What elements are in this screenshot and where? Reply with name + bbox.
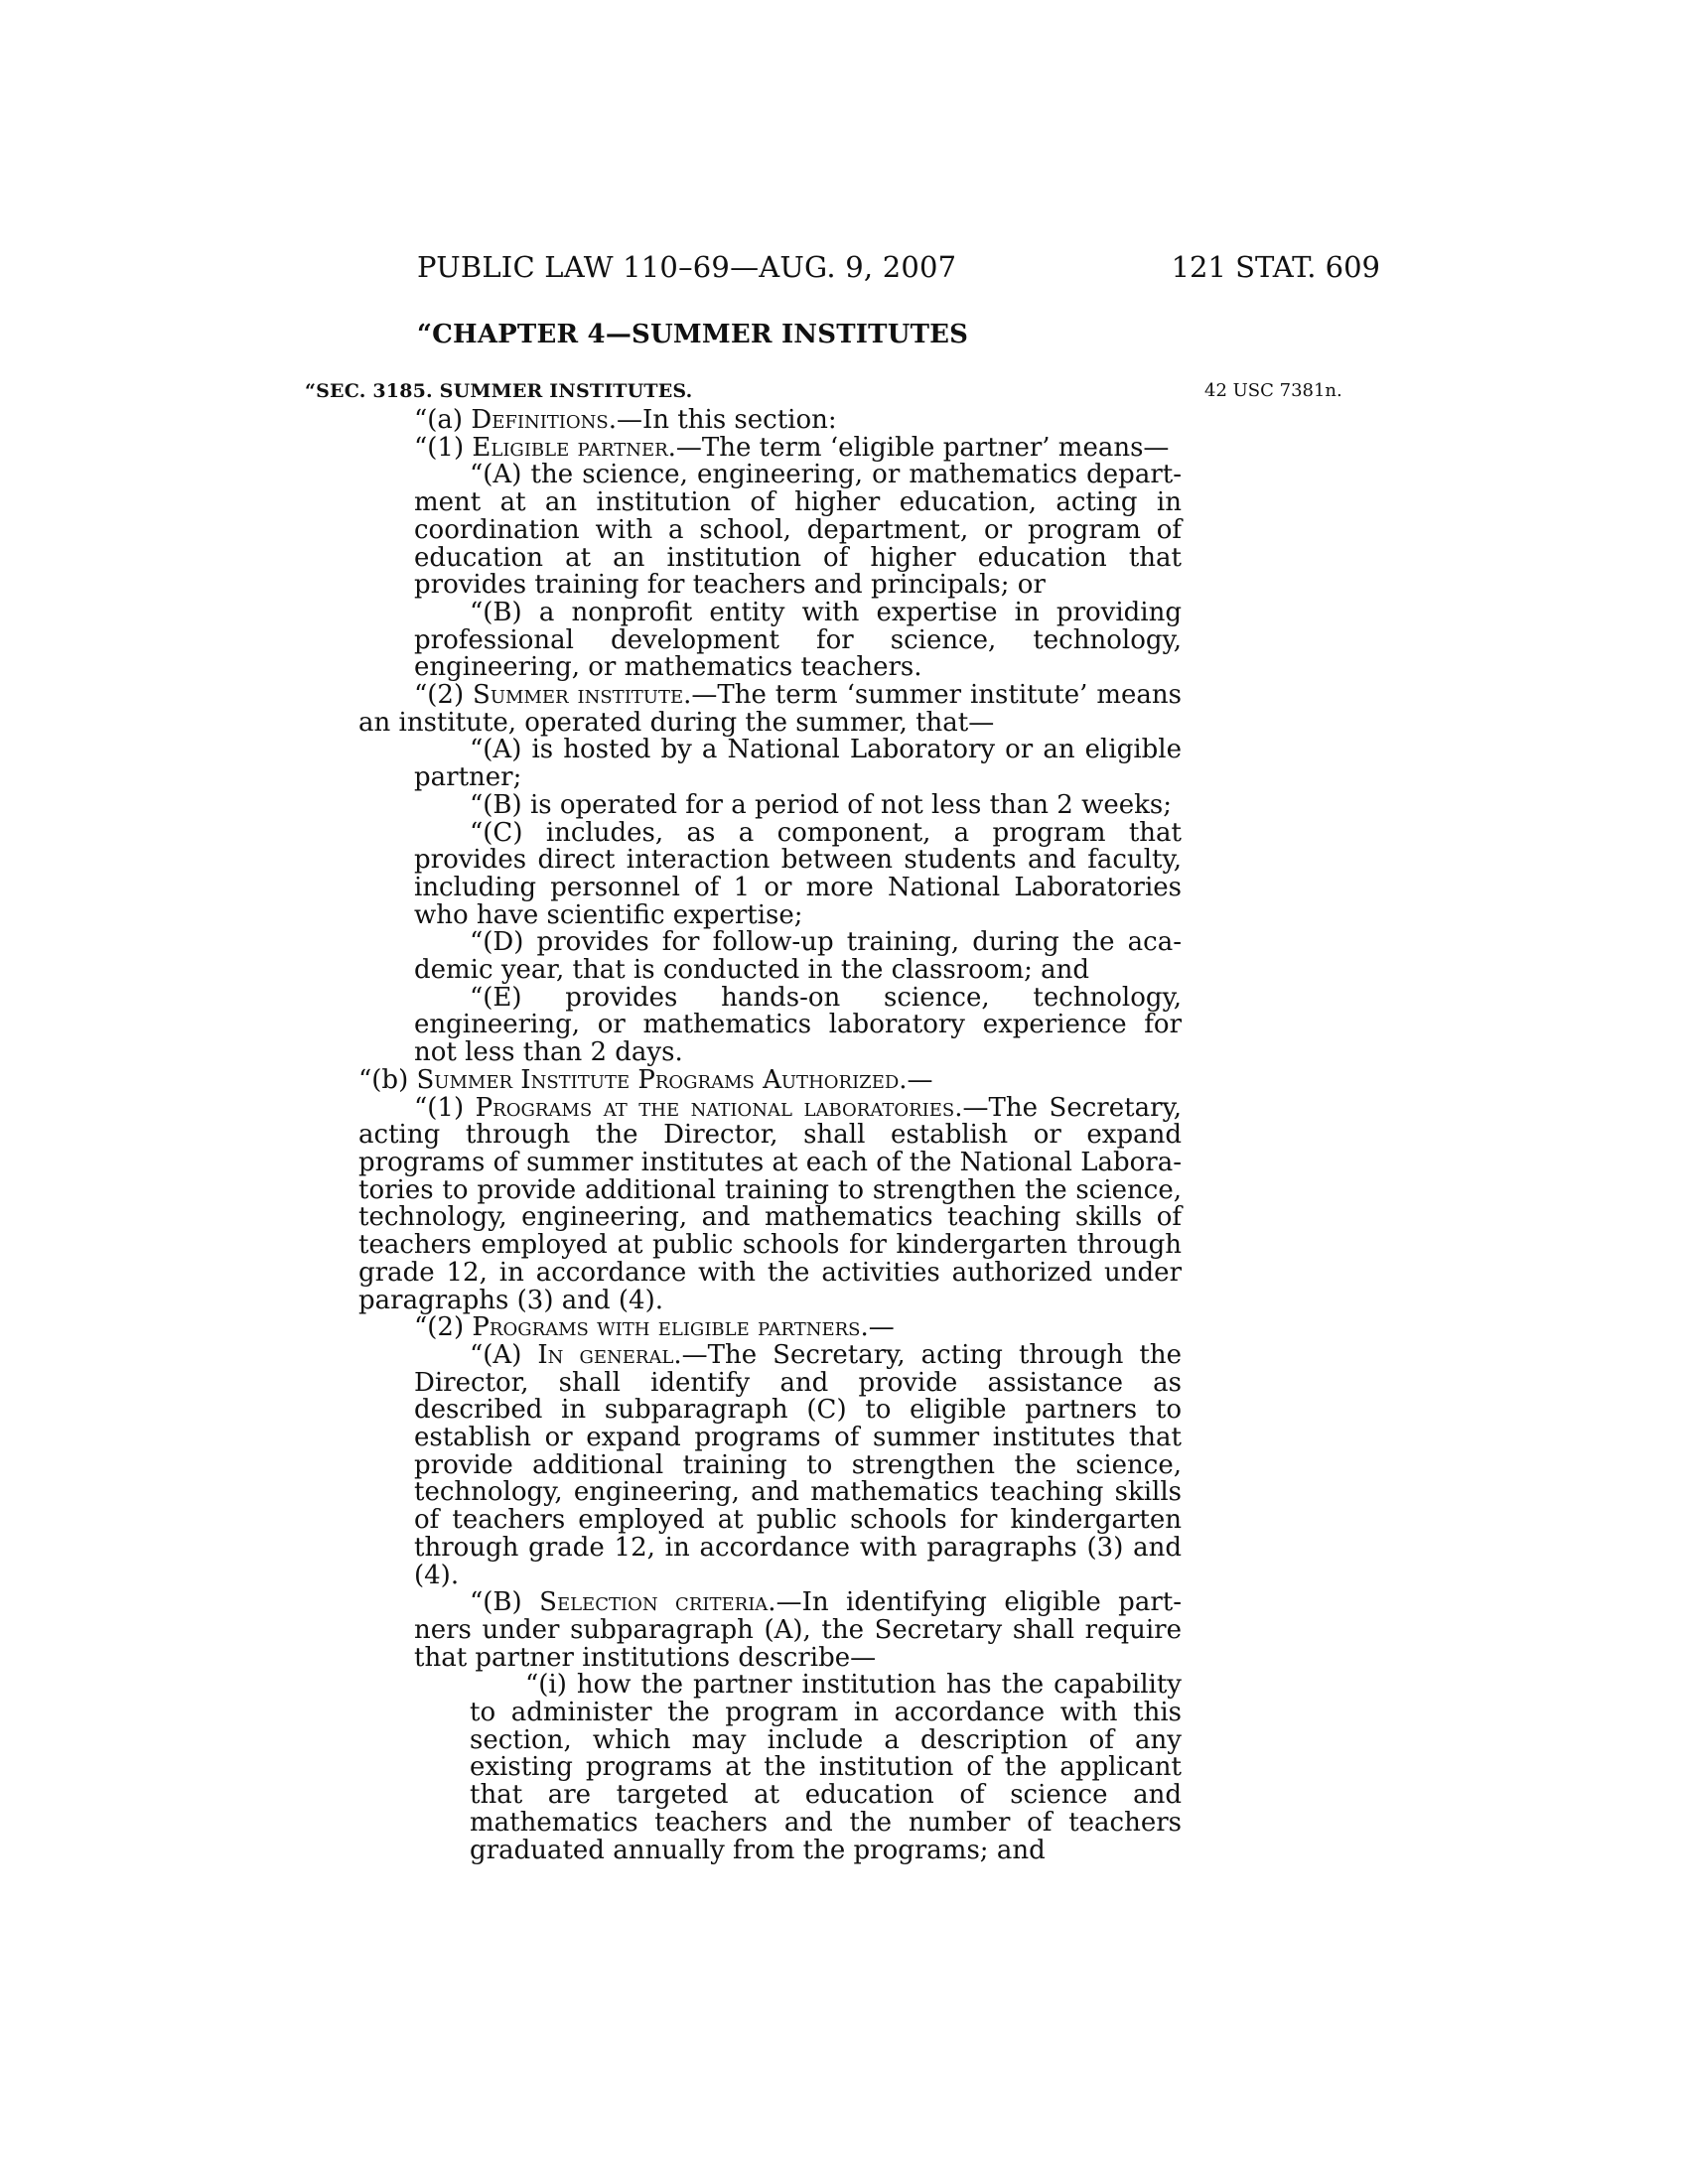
subparagraph-a-hosted: “(A) is hosted by a National Laboratory or an eligible partner; (414, 735, 1182, 793)
subparagraph-b-nonprofit-entity: “(B) a nonprofit entity with expertise in providing professional development for science, technology, engineering, or mathematics teachers. (414, 597, 1182, 683)
subparagraph-d-follow-up: “(D) provides for follow-up training, during the academic year, that is conducted in the classroom; and (414, 927, 1182, 986)
paragraph-b-programs-authorized: “(b) Summer Institute Programs Authorized.— (358, 1064, 933, 1095)
statute-body (358, 407, 1182, 1864)
section-heading: “SEC. 3185. SUMMER INSTITUTES. (305, 380, 693, 402)
subparagraph-b-selection-criteria: “(B) Selection criteria.—In identifying eligible partners under subparagraph (A), the Secretary shall require that partner institutions describe— (414, 1587, 1182, 1673)
paragraph-1-national-laboratories: “(1) Programs at the national laboratories.—The Secretary, acting through the Director, shall establish or expand programs of summer institutes at each of the National Laboratories to provide additional training to strengthen the science, technology, engineering, and mathematics teaching skills of teachers employed at public schools for kindergarten through grade 12, in accordance with the activities authorized under paragraphs (3) and (4). (358, 1092, 1182, 1315)
statute-citation: 121 STAT. 609 (1171, 250, 1380, 284)
clause-i-capability: “(i) how the partner institution has the capability to administer the program in accordance with this section, which may include a description of any existing programs at the institution of the applicant that are targeted at education of science and mathematics teachers and the number of teachers graduated annually from the programs; and (470, 1670, 1182, 1865)
subparagraph-e-hands-on: “(E) provides hands-on science, technology, engineering, or mathematics laboratory experience for not less than 2 days. (414, 982, 1182, 1068)
page-header (417, 250, 1380, 290)
subparagraph-b-operated: “(B) is operated for a period of not less than 2 weeks; (470, 789, 1173, 820)
subparagraph-a-in-general: “(A) In general.—The Secretary, acting through the Director, shall identify and provide assistance as described in subparagraph (C) to eligible partners to establish or expand programs of summer institutes that provide additional training to strengthen the science, technology, engineering, and mathematics teaching skills of teachers employed at public schools for kindergarten through grade 12, in accordance with paragraphs (3) and (4). (414, 1339, 1182, 1590)
usc-margin-note: 42 USC 7381n. (1204, 380, 1342, 401)
running-head: PUBLIC LAW 110–69—AUG. 9, 2007 (417, 250, 957, 284)
paragraph-1-eligible-partner: “(1) Eligible partner.—The term ‘eligible partner’ means— (414, 432, 1170, 463)
chapter-title: “CHAPTER 4—SUMMER INSTITUTES (417, 320, 969, 349)
subparagraph-a-science-department: “(A) the science, engineering, or mathematics department at an institution of higher education, acting in coordination with a school, department, or program of education at an institution of higher education that provides training for teachers and principals; or (414, 460, 1182, 601)
paragraph-2-eligible-partners: “(2) Programs with eligible partners.— (414, 1312, 895, 1343)
paragraph-2-summer-institute: “(2) Summer institute.—The term ‘summer institute’ means an institute, operated during the summer, that— (358, 680, 1182, 738)
subparagraph-c-interaction: “(C) includes, as a component, a program that provides direct interaction between students and faculty, including personnel of 1 or more National Laboratories who have scientific expertise; (414, 817, 1182, 930)
paragraph-a-definitions: “(a) Definitions.—In this section: (414, 405, 837, 435)
